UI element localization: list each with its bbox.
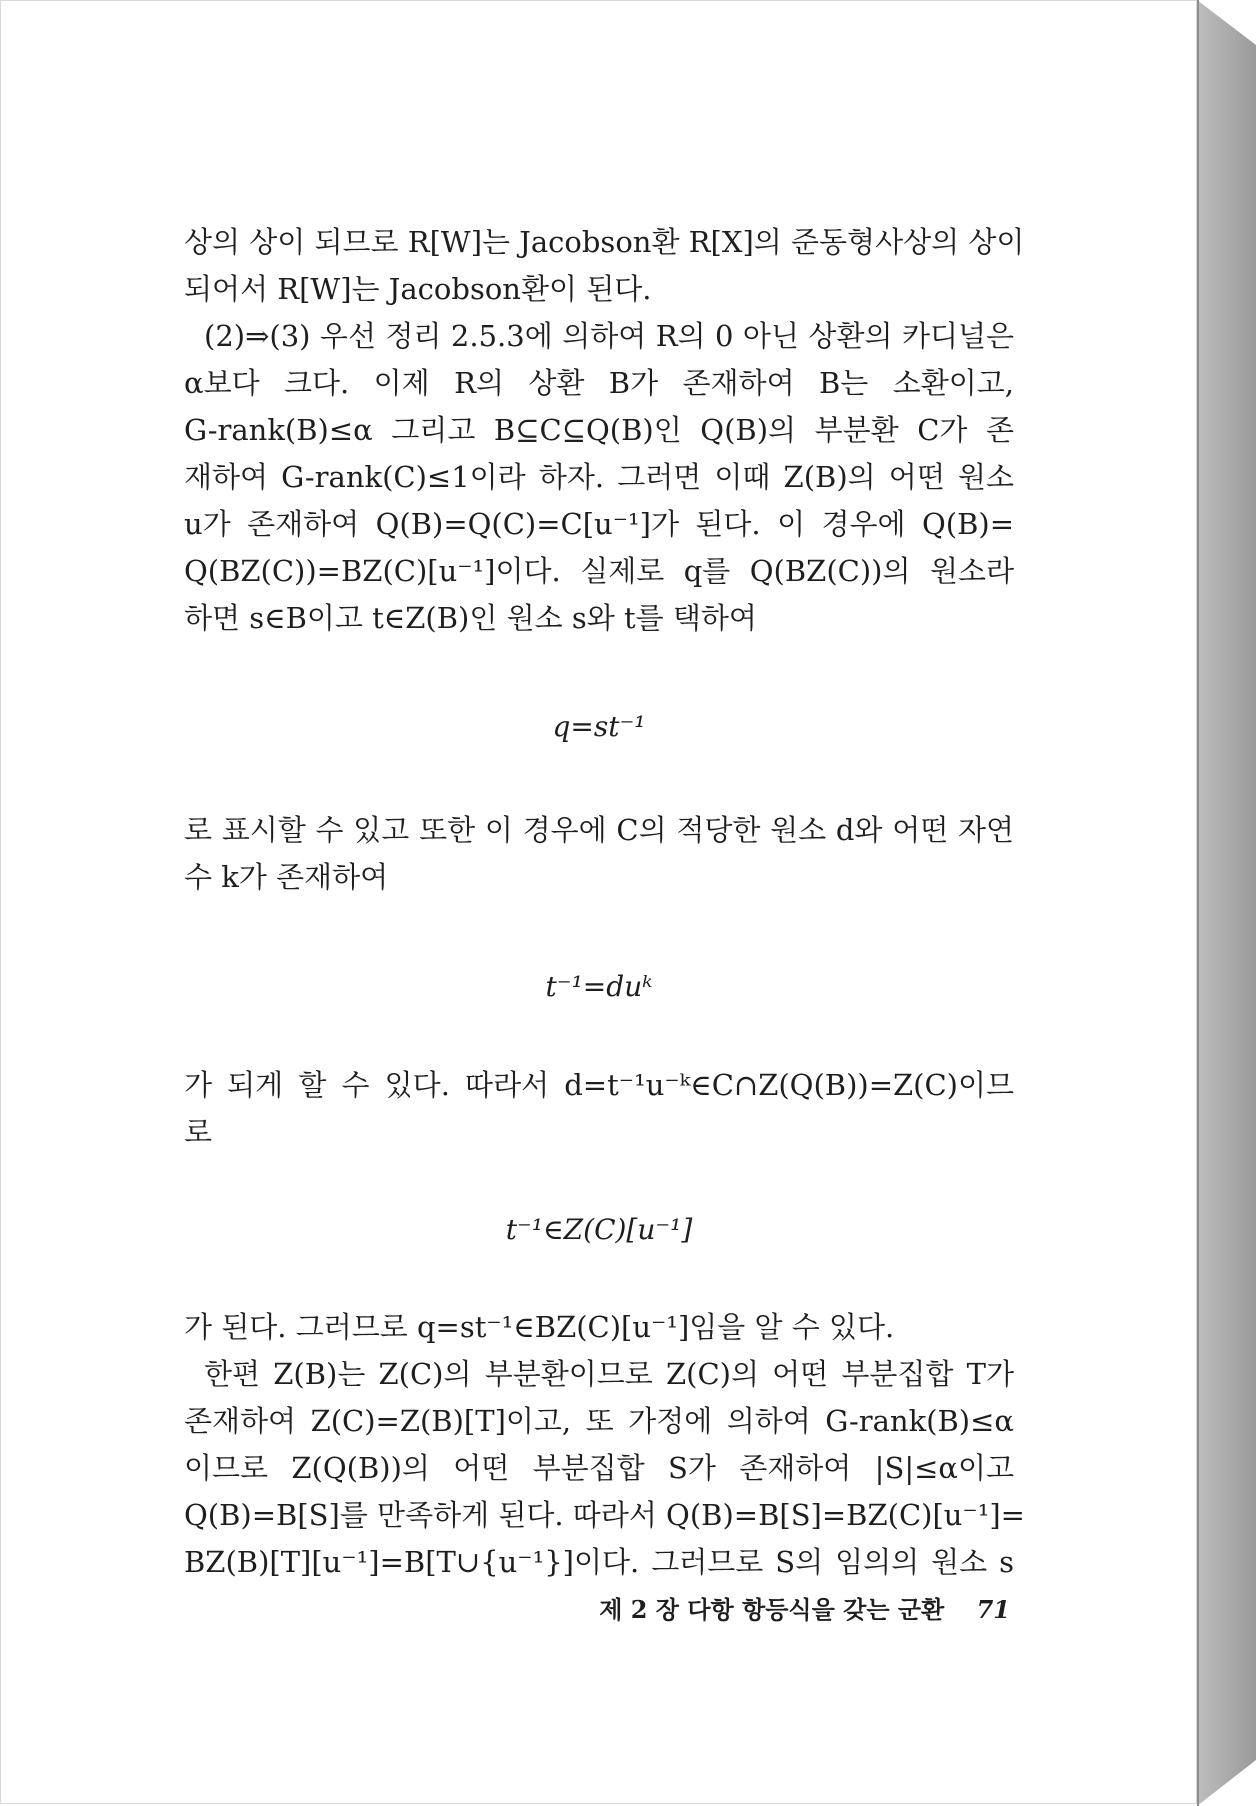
text-line: BZ(B)[T][u⁻¹]=B[T∪{u⁻¹}]이다. 그러므로 S의 임의의 원소 s [184, 1545, 1014, 1579]
text-line: 되어서 R[W]는 Jacobson환이 된다. [184, 272, 652, 306]
text-line: 수 k가 존재하여 [184, 860, 389, 894]
text-line: 가 되게 할 수 있다. 따라서 d=t⁻¹u⁻ᵏ∈C∩Z(Q(B))=Z(C)이므 [184, 1068, 1014, 1102]
text-line: 하면 s∈B이고 t∈Z(B)인 원소 s와 t를 택하여 [184, 601, 757, 635]
text-line: Q(B)=B[S]를 만족하게 된다. 따라서 Q(B)=B[S]=BZ(C)[u⁻¹]= [184, 1498, 1025, 1532]
text-line: 로 표시할 수 있고 또한 이 경우에 C의 적당한 원소 d와 어떤 자연 [184, 813, 1014, 847]
page-edge-shadow [1197, 0, 1256, 1806]
page-edge-line [1197, 0, 1199, 1806]
text-line: 이므로 Z(Q(B))의 어떤 부분집합 S가 존재하여 |S|≤α이고 [184, 1451, 1014, 1485]
text-line: u가 존재하여 Q(B)=Q(C)=C[u⁻¹]가 된다. 이 경우에 Q(B)= [184, 507, 1014, 541]
text-line: G-rank(B)≤α 그리고 B⊆C⊆Q(B)인 Q(B)의 부분환 C가 존 [184, 413, 1014, 447]
page-number: 71 [976, 1595, 1010, 1624]
running-footer [590, 1590, 1010, 1625]
text-line: 상의 상이 되므로 R[W]는 Jacobson환 R[X]의 준동형사상의 상이 [184, 225, 1025, 259]
equation: q=st⁻¹ [552, 710, 646, 743]
equation: t⁻¹∈Z(C)[u⁻¹] [505, 1213, 693, 1246]
text-line: 존재하여 Z(C)=Z(B)[T]이고, 또 가정에 의하여 G-rank(B)≤α [184, 1404, 1014, 1438]
text-line: 가 된다. 그러므로 q=st⁻¹∈BZ(C)[u⁻¹]임을 알 수 있다. [184, 1310, 895, 1344]
text-line: 재하여 G-rank(C)≤1이라 하자. 그러면 이때 Z(B)의 어떤 원소 [184, 460, 1014, 494]
text-line: (2)⇒(3) 우선 정리 2.5.3에 의하여 R의 0 아닌 상환의 카디널은 [204, 319, 1014, 353]
text-line: α보다 크다. 이제 R의 상환 B가 존재하여 B는 소환이고, [184, 366, 1014, 400]
text-line: 한편 Z(B)는 Z(C)의 부분환이므로 Z(C)의 어떤 부분집합 T가 [204, 1357, 1014, 1391]
equation: t⁻¹=duᵏ [545, 970, 653, 1003]
text-line: Q(BZ(C))=BZ(C)[u⁻¹]이다. 실제로 q를 Q(BZ(C))의 원소라 [184, 554, 1014, 588]
footer-chapter-title: 제 2 장 다항 항등식을 갖는 군환 [599, 1595, 945, 1624]
text-line: 로 [184, 1115, 213, 1149]
